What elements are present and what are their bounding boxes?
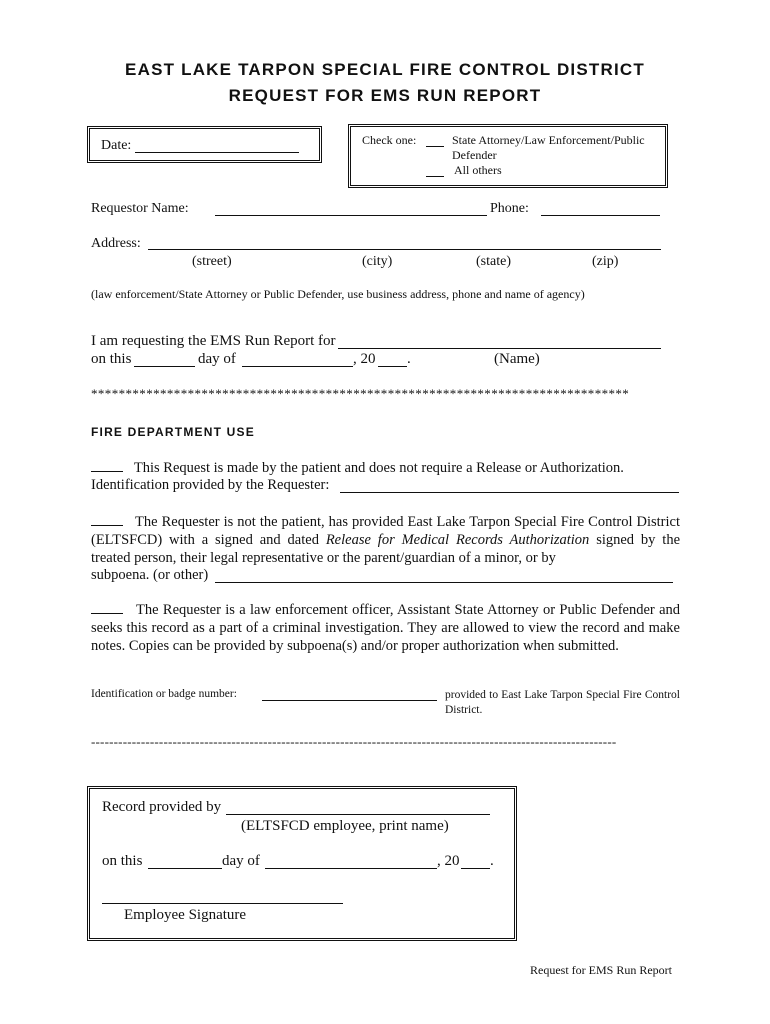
option-all-others: All others bbox=[454, 163, 502, 177]
date-field[interactable] bbox=[135, 152, 299, 153]
record-provided-box bbox=[87, 786, 517, 941]
option1-paragraph bbox=[91, 459, 680, 477]
record-month-field[interactable] bbox=[265, 868, 437, 869]
record-day-field[interactable] bbox=[148, 868, 222, 869]
option3-text: The Requester is a law enforcement officer, Assistant State Attorney or Public Defender and seeks this record as a part of a criminal investigation. They are allowed to view the record and make notes. Copies can be provided by subpoena(s) and/or proper authorization when submitted. bbox=[91, 602, 681, 654]
option3-paragraph bbox=[91, 601, 680, 655]
option2-text-a: The Requester is not the patient, has provided East Lake Tarpon Special Fire Control District (ELTSFCD) with a signed and dated bbox=[91, 514, 680, 548]
employee-signature-field[interactable] bbox=[102, 903, 343, 904]
star-separator: ****************************************************************************** bbox=[91, 386, 630, 401]
option2-checkbox[interactable] bbox=[91, 513, 123, 526]
request-year-prefix: , 20 bbox=[353, 351, 376, 367]
address-zip-caption: (zip) bbox=[592, 254, 619, 269]
fire-department-heading: FIRE DEPARTMENT USE bbox=[91, 425, 255, 439]
request-name-field[interactable] bbox=[338, 348, 661, 349]
request-period: . bbox=[407, 351, 411, 367]
check-one-box bbox=[348, 124, 668, 188]
employee-name-caption: (ELTSFCD employee, print name) bbox=[241, 818, 449, 834]
badge-number-label: Identification or badge number: bbox=[91, 688, 237, 700]
request-name-caption: (Name) bbox=[494, 351, 540, 367]
option2-italic-text: Release for Medical Records Authorization bbox=[325, 532, 590, 548]
request-report-label: I am requesting the EMS Run Report for bbox=[91, 333, 336, 349]
request-year-field[interactable] bbox=[378, 366, 407, 367]
request-month-field[interactable] bbox=[242, 366, 353, 367]
requestor-name-field[interactable] bbox=[215, 215, 487, 216]
date-box bbox=[87, 126, 322, 163]
checkbox-all-others[interactable] bbox=[426, 176, 444, 177]
option1-identification-label: Identification provided by the Requester: bbox=[91, 477, 330, 493]
record-provided-label: Record provided by bbox=[102, 799, 222, 815]
requestor-name-label: Requestor Name: bbox=[91, 201, 189, 216]
footer-text: Request for EMS Run Report bbox=[530, 963, 672, 977]
checkbox-state-attorney[interactable] bbox=[426, 146, 444, 147]
option1-text: This Request is made by the patient and does not require a Release or Authorization. bbox=[133, 460, 624, 476]
address-city-caption: (city) bbox=[362, 254, 393, 269]
badge-number-field[interactable] bbox=[262, 700, 437, 701]
phone-label: Phone: bbox=[490, 201, 529, 216]
option2-paragraph bbox=[91, 513, 680, 567]
employee-signature-caption: Employee Signature bbox=[124, 907, 247, 923]
address-label: Address: bbox=[91, 236, 141, 251]
record-year-prefix: , 20 bbox=[437, 853, 460, 869]
record-on-this-label: on this bbox=[102, 853, 143, 869]
option3-checkbox[interactable] bbox=[91, 601, 123, 614]
option1-identification-field[interactable] bbox=[340, 492, 679, 493]
address-street-caption: (street) bbox=[192, 254, 232, 269]
option2-other-field[interactable] bbox=[215, 582, 673, 583]
address-note: (law enforcement/State Attorney or Public Defender, use business address, phone and name of agency) bbox=[91, 287, 585, 301]
badge-number-suffix-text: provided to East Lake Tarpon Special Fire Control District. bbox=[445, 689, 680, 716]
request-day-field[interactable] bbox=[134, 366, 195, 367]
check-one-label: Check one: bbox=[362, 133, 417, 147]
record-year-field[interactable] bbox=[461, 868, 490, 869]
phone-field[interactable] bbox=[541, 215, 660, 216]
record-day-of-label: day of bbox=[222, 853, 260, 869]
request-on-this-label: on this bbox=[91, 351, 132, 367]
option2-other-label: subpoena. (or other) bbox=[91, 567, 209, 583]
option2-text-b: signed by the treated person, their legal representative or the parent/guardian of a minor, or by bbox=[91, 532, 681, 566]
date-label: Date: bbox=[101, 138, 132, 153]
option-state-attorney-line2: Defender bbox=[452, 148, 497, 162]
address-state-caption: (state) bbox=[476, 254, 511, 269]
request-day-of-label: day of bbox=[198, 351, 236, 367]
option-state-attorney-line1: State Attorney/Law Enforcement/Public bbox=[452, 133, 645, 147]
address-field[interactable] bbox=[148, 249, 661, 250]
badge-number-suffix bbox=[445, 688, 680, 718]
record-provided-name-field[interactable] bbox=[226, 814, 490, 815]
document-title-line2: REQUEST FOR EMS RUN REPORT bbox=[228, 86, 542, 105]
document-title-line1: EAST LAKE TARPON SPECIAL FIRE CONTROL DISTRICT bbox=[125, 60, 645, 79]
dash-separator: -------------------------------------------------------------------------------------------------------------------- bbox=[91, 734, 617, 749]
option1-checkbox[interactable] bbox=[91, 459, 123, 472]
record-period: . bbox=[490, 853, 494, 869]
